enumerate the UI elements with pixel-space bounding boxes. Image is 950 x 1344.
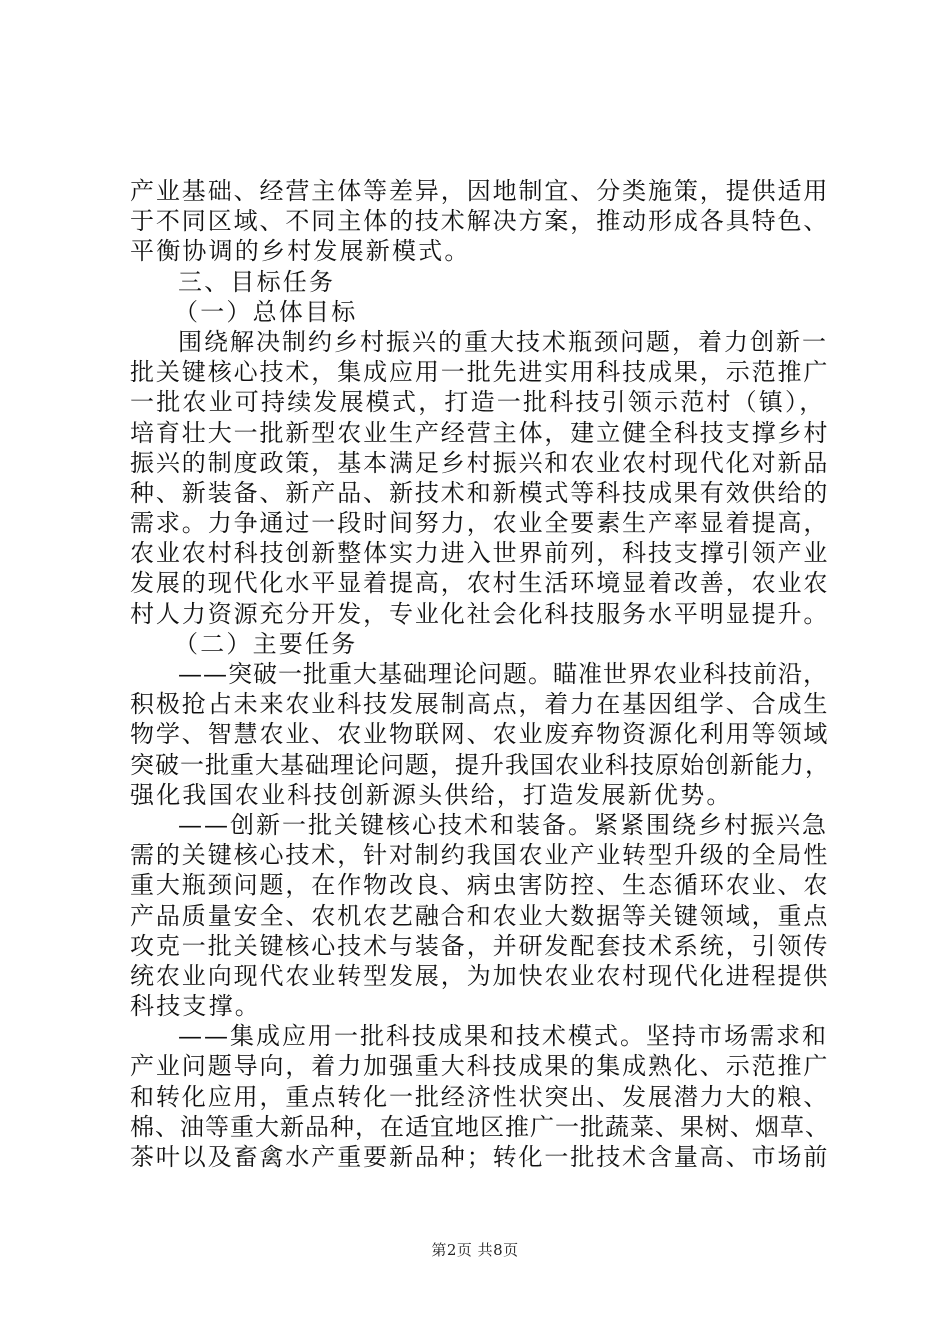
text-line: 科技支撑。 [130, 992, 261, 1021]
text-line: ——集成应用一批科技成果和技术模式。坚持市场需求和 [178, 1022, 828, 1051]
page-footer: 第2页 共8页 [431, 1241, 519, 1259]
text-line: 积极抢占未来农业科技发展制高点，着力在基因组学、合成生 [130, 690, 830, 719]
text-line: 于不同区域、不同主体的技术解决方案，推动形成各具特色、 [130, 207, 830, 236]
text-line: 农业农村科技创新整体实力进入世界前列，科技支撑引领产业 [130, 539, 830, 568]
text-line: 攻克一批关键核心技术与装备，并研发配套技术系统，引领传 [130, 931, 830, 960]
text-line: 围绕解决制约乡村振兴的重大技术瓶颈问题，着力创新一 [178, 327, 828, 356]
text-line: 培育壮大一批新型农业生产经营主体，建立健全科技支撑乡村 [130, 418, 830, 447]
text-line: 三、目标任务 [178, 267, 336, 296]
text-line: 批关键核心技术，集成应用一批先进实用科技成果，示范推广 [130, 358, 830, 387]
text-line: 强化我国农业科技创新源头供给，打造发展新优势。 [130, 780, 733, 809]
text-line: （二）主要任务 [174, 629, 358, 658]
text-line: 棉、油等重大新品种，在适宜地区推广一批蔬菜、果树、烟草、 [130, 1112, 830, 1141]
text-line: 一批农业可持续发展模式，打造一批科技引领示范村（镇）， [130, 388, 826, 417]
text-line: 种、新装备、新产品、新技术和新模式等科技成果有效供给的 [130, 478, 830, 507]
text-line: 产业基础、经营主体等差异，因地制宜、分类施策，提供适用 [130, 177, 830, 205]
text-line: 产品质量安全、农机农艺融合和农业大数据等关键领域，重点 [130, 901, 830, 930]
text-line: 需的关键核心技术，针对制约我国农业产业转型升级的全局性 [130, 841, 830, 870]
text-line: 突破一批重大基础理论问题，提升我国农业科技原始创新能力， [130, 750, 830, 779]
text-line: ——突破一批重大基础理论问题。瞄准世界农业科技前沿， [178, 660, 828, 688]
document-body [130, 176, 830, 1172]
text-line: 平衡协调的乡村发展新模式。 [130, 237, 471, 266]
text-line: 村人力资源充分开发，专业化社会化科技服务水平明显提升。 [130, 599, 830, 628]
text-line: 茶叶以及畜禽水产重要新品种；转化一批技术含量高、市场前 [130, 1143, 830, 1171]
text-line: 重大瓶颈问题，在作物改良、病虫害防控、生态循环农业、农 [130, 871, 830, 900]
text-line: ——创新一批关键核心技术和装备。紧紧围绕乡村振兴急 [178, 810, 828, 839]
text-line: （一）总体目标 [174, 297, 358, 326]
text-line: 发展的现代化水平显着提高，农村生活环境显着改善，农业农 [130, 569, 830, 598]
text-line: 振兴的制度政策，基本满足乡村振兴和农业农村现代化对新品 [130, 448, 830, 477]
text-line: 产业问题导向，着力加强重大科技成果的集成熟化、示范推广 [130, 1052, 830, 1081]
text-line: 物学、智慧农业、农业物联网、农业废弃物资源化利用等领域 [130, 720, 830, 749]
text-line: 统农业向现代农业转型发展，为加快农业农村现代化进程提供 [130, 961, 830, 990]
text-line: 和转化应用，重点转化一批经济性状突出、发展潜力大的粮、 [130, 1082, 830, 1111]
text-line: 需求。力争通过一段时间努力，农业全要素生产率显着提高， [130, 509, 830, 538]
